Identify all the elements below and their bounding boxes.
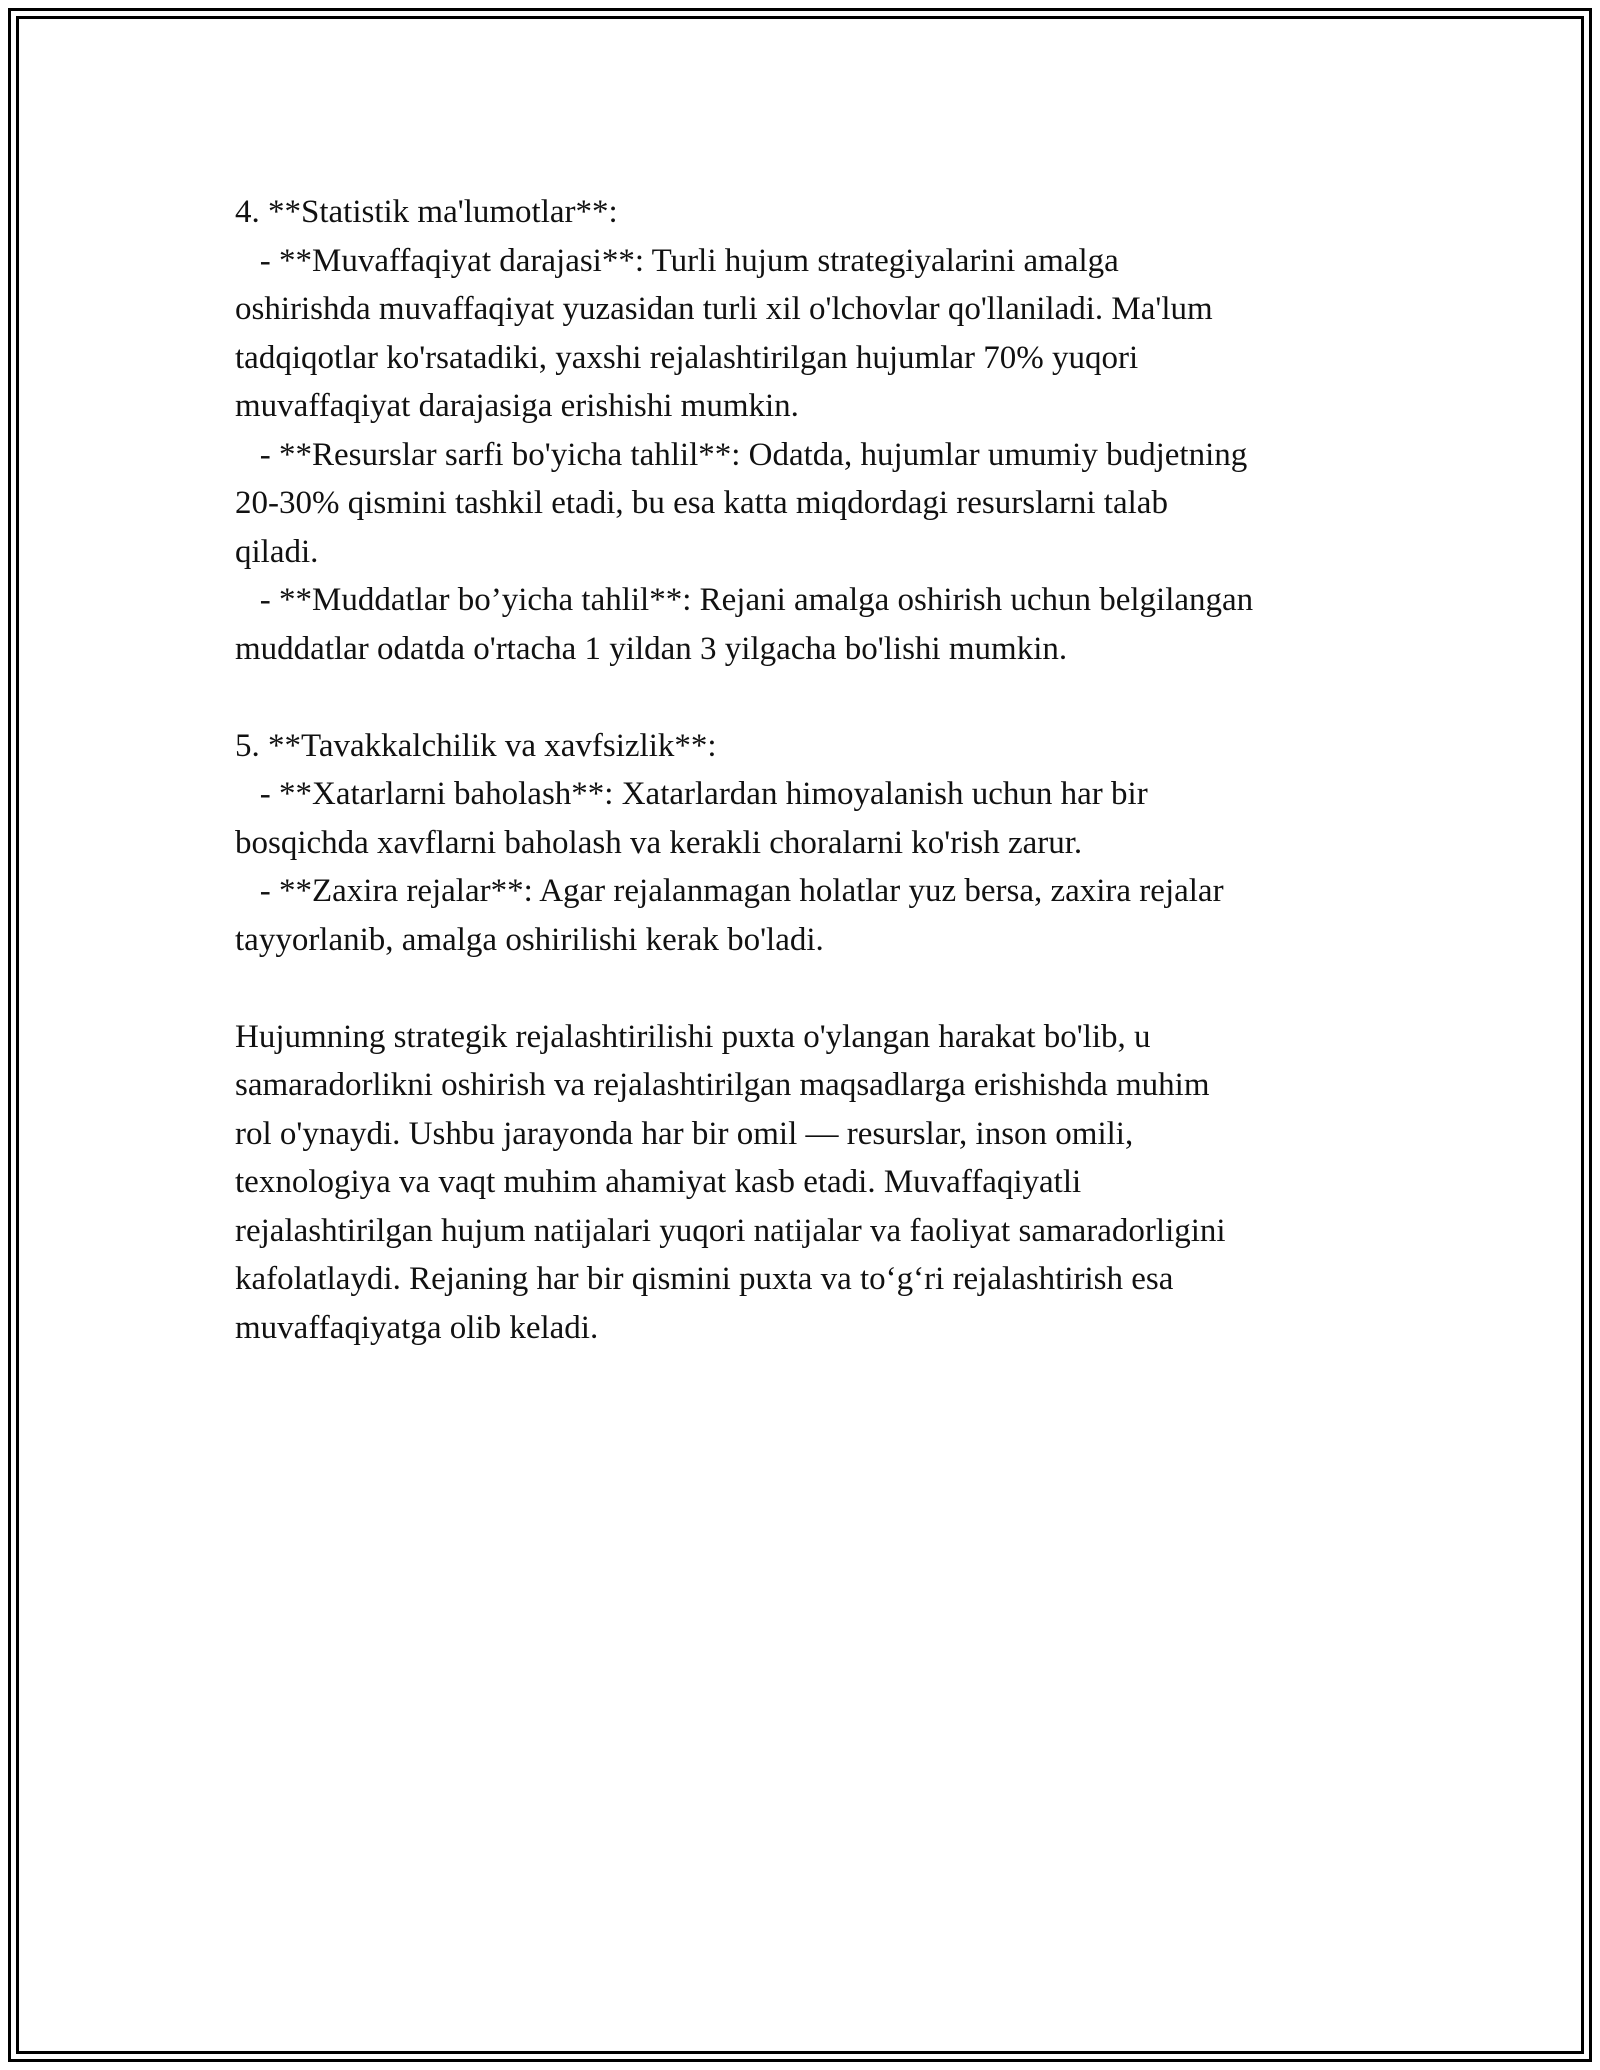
text-line: - **Zaxira rejalar**: Agar rejalanmagan holatlar yuz bersa, zaxira rejalar	[235, 873, 1224, 909]
list-item-backup-plans	[235, 867, 1375, 964]
paragraph-spacer	[235, 964, 1375, 1013]
list-item-timeline-analysis	[235, 576, 1375, 673]
text-line: - **Muddatlar bo’yicha tahlil**: Rejani amalga oshirish uchun belgilangan	[235, 582, 1254, 618]
text-line: rejalashtirilgan hujum natijalari yuqori natijalar va faoliyat samaradorligini	[235, 1212, 1226, 1249]
section-heading: 4. **Statistik ma'lumotlar**:	[235, 194, 618, 230]
text-line: Hujumning strategik rejalashtirilishi puxta o'ylangan harakat bo'lib, u	[235, 1018, 1151, 1055]
conclusion-paragraph	[235, 1013, 1375, 1353]
text-line: tadqiqotlar ko'rsatadiki, yaxshi rejalashtirilgan hujumlar 70% yuqori	[235, 339, 1139, 376]
text-line: samaradorlikni oshirish va rejalashtirilgan maqsadlarga erishishda muhim	[235, 1067, 1210, 1103]
text-line: tayyorlanib, amalga oshirilishi kerak bo'ladi.	[235, 921, 824, 958]
paragraph-spacer	[235, 673, 1375, 722]
text-line: qiladi.	[235, 533, 319, 570]
text-line: muddatlar odatda o'rtacha 1 yildan 3 yilgacha bo'lishi mumkin.	[235, 630, 1068, 667]
text-line: rol o'ynaydi. Ushbu jarayonda har bir omil — resurslar, inson omili,	[235, 1115, 1134, 1152]
text-line: muvaffaqiyatga olib keladi.	[235, 1309, 599, 1346]
section-risk-security	[235, 722, 1375, 965]
text-line: - **Muvaffaqiyat darajasi**: Turli hujum strategiyalarini amalga	[235, 242, 1119, 279]
list-item-risk-assessment	[235, 770, 1375, 867]
list-item-success-rate	[235, 237, 1375, 431]
text-line: - **Xatarlarni baholash**: Xatarlardan himoyalanish uchun har bir	[235, 776, 1148, 812]
text-line: oshirishda muvaffaqiyat yuzasidan turli xil o'lchovlar qo'llaniladi. Ma'lum	[235, 291, 1213, 327]
text-line: 20-30% qismini tashkil etadi, bu esa katta miqdordagi resurslarni talab	[235, 485, 1168, 521]
text-line: muvaffaqiyat darajasiga erishishi mumkin.	[235, 388, 799, 424]
document-body	[235, 188, 1375, 1352]
text-line: bosqichda xavflarni baholash va kerakli choralarni ko'rish zarur.	[235, 824, 1083, 861]
list-item-resource-analysis	[235, 431, 1375, 577]
section-heading: 5. **Tavakkalchilik va xavfsizlik**:	[235, 727, 717, 764]
section-statistics	[235, 188, 1375, 673]
text-line: kafolatlaydi. Rejaning har bir qismini puxta va to‘g‘ri rejalashtirish esa	[235, 1261, 1174, 1297]
text-line: texnologiya va vaqt muhim ahamiyat kasb etadi. Muvaffaqiyatli	[235, 1164, 1082, 1200]
text-line: - **Resurslar sarfi bo'yicha tahlil**: Odatda, hujumlar umumiy budjetning	[235, 436, 1248, 473]
